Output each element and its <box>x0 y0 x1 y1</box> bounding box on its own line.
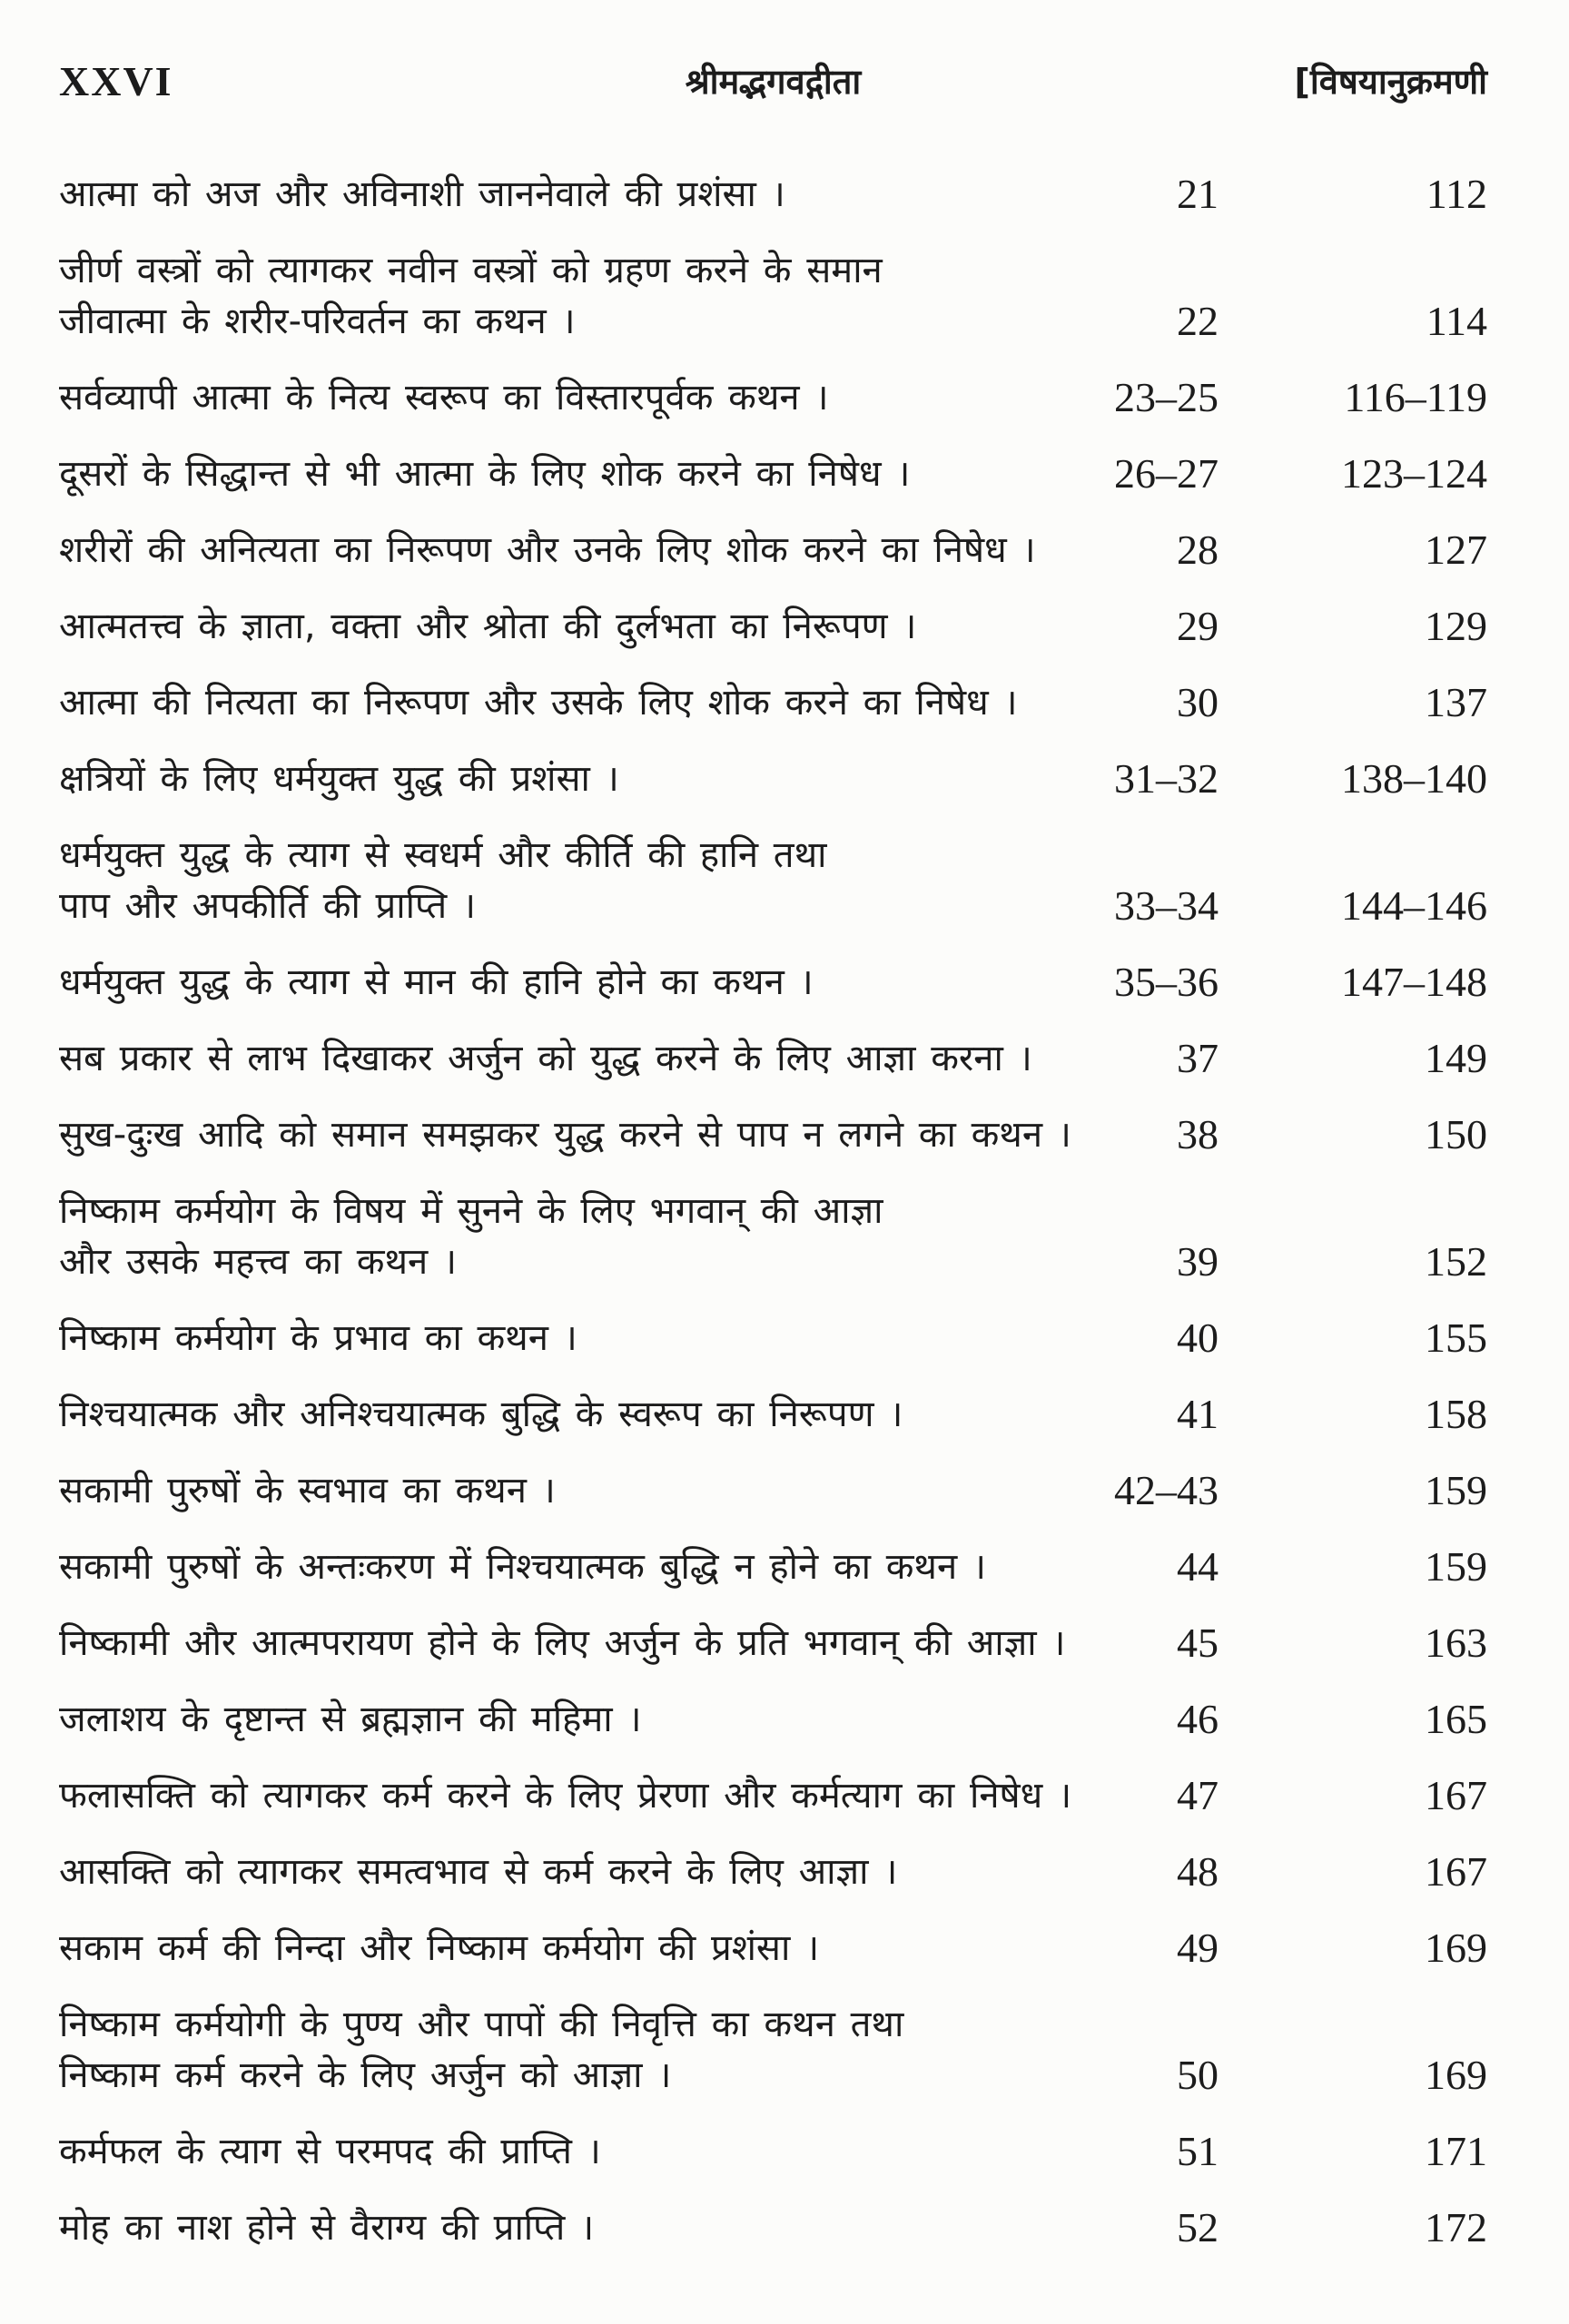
verse-number: 50 <box>1177 2052 1219 2098</box>
entry-title <box>59 1465 1100 1516</box>
index-entry <box>59 944 1487 1020</box>
entry-title-line: और उसके महत्त्व का कथन । <box>59 1241 458 1283</box>
entry-title-line: आत्मा की नित्यता का निरूपण और उसके लिए शोक करने का निषेध । <box>59 682 1018 724</box>
entry-title-line: जीवात्मा के शरीर-परिवर्तन का कथन । <box>59 300 576 342</box>
roman-page-number: XXVI <box>59 58 173 104</box>
index-entry <box>59 512 1487 588</box>
entry-title-line: जलाशय के दृष्टान्त से ब्रह्मज्ञान की महिमा । <box>59 1699 642 1740</box>
verse-number: 47 <box>1177 1772 1219 1818</box>
page-number: 137 <box>1425 679 1487 725</box>
page-number: 150 <box>1425 1111 1487 1157</box>
verse-number: 39 <box>1177 1238 1219 1285</box>
index-entry <box>59 665 1487 741</box>
entry-title-line: क्षत्रियों के लिए धर्मयुक्त युद्ध की प्रशंसा । <box>59 758 619 800</box>
verse-number: 21 <box>1177 171 1219 217</box>
entry-title-line: शरीरों की अनित्यता का निरूपण और उनके लिए शोक करने का निषेध । <box>59 529 1036 571</box>
entry-title-line: निष्कामी और आत्मपरायण होने के लिए अर्जुन के प्रति भगवान् की आज्ञा । <box>59 1622 1066 1664</box>
entry-title-line: निश्चयात्मक और अनिश्चयात्मक बुद्धि के स्वरूप का निरूपण । <box>59 1393 903 1435</box>
page-number: 152 <box>1425 1238 1487 1285</box>
verse-number: 26–27 <box>1114 450 1219 497</box>
verse-number: 28 <box>1177 527 1219 573</box>
entry-title <box>59 677 1100 728</box>
index-entry <box>59 1529 1487 1605</box>
verse-number: 52 <box>1177 2204 1219 2250</box>
entry-title <box>59 957 1100 1008</box>
entry-title <box>59 245 1100 347</box>
index-entry <box>59 232 1487 359</box>
verse-number: 40 <box>1177 1315 1219 1361</box>
index-entry <box>59 1681 1487 1758</box>
verse-number: 37 <box>1177 1035 1219 1081</box>
verse-number: 46 <box>1177 1696 1219 1742</box>
entry-title-line: सब प्रकार से लाभ दिखाकर अर्जुन को युद्ध करने के लिए आज्ञा करना । <box>59 1038 1032 1079</box>
index-entry <box>59 1020 1487 1097</box>
page-number: 163 <box>1425 1620 1487 1666</box>
entry-title <box>59 169 1100 220</box>
index-table <box>59 156 1487 2266</box>
entry-title <box>59 525 1100 576</box>
index-entry <box>59 1376 1487 1452</box>
entry-title <box>59 1541 1100 1592</box>
entry-title-line: आत्मा को अज और अविनाशी जाननेवाले की प्रशंसा । <box>59 173 785 215</box>
index-entry <box>59 1834 1487 1910</box>
entry-title <box>59 2126 1100 2177</box>
verse-number: 42–43 <box>1114 1467 1219 1513</box>
entry-title-line: फलासक्ति को त्यागकर कर्म करने के लिए प्रेरणा और कर्मत्याग का निषेध । <box>59 1775 1072 1817</box>
page-number: 127 <box>1425 527 1487 573</box>
page-number: 144–146 <box>1341 882 1487 929</box>
page-number: 155 <box>1425 1315 1487 1361</box>
entry-title <box>59 1389 1100 1440</box>
index-entry <box>59 817 1487 944</box>
entry-title <box>59 1923 1100 1974</box>
entry-title-line: कर्मफल के त्याग से परमपद की प्राप्ति । <box>59 2131 601 2172</box>
entry-title <box>59 1694 1100 1745</box>
index-entry <box>59 1173 1487 1300</box>
entry-title-line: सुख-दुःख आदि को समान समझकर युद्ध करने से पाप न लगने का कथन । <box>59 1114 1071 1156</box>
index-entry <box>59 741 1487 817</box>
page-header <box>59 56 1487 107</box>
entry-title <box>59 448 1100 499</box>
verse-number: 31–32 <box>1114 755 1219 802</box>
entry-title-line: निष्काम कर्मयोग के प्रभाव का कथन । <box>59 1317 577 1359</box>
index-entry <box>59 1097 1487 1173</box>
entry-title <box>59 372 1100 423</box>
entry-title-line: धर्मयुक्त युद्ध के त्याग से स्वधर्म और कीर्ति की हानि तथा <box>59 834 827 876</box>
entry-title-line: निष्काम कर्म करने के लिए अर्जुन को आज्ञा । <box>59 2054 672 2096</box>
page-number: 112 <box>1426 171 1487 217</box>
entry-title-line: धर्मयुक्त युद्ध के त्याग से मान की हानि होने का कथन । <box>59 961 814 1003</box>
entry-title-line: सकामी पुरुषों के स्वभाव का कथन । <box>59 1470 556 1512</box>
entry-title <box>59 1846 1100 1897</box>
index-entry <box>59 359 1487 436</box>
page-number: 159 <box>1425 1467 1487 1513</box>
verse-number: 45 <box>1177 1620 1219 1666</box>
entry-title-line: सर्वव्यापी आत्मा के नित्य स्वरूप का विस्तारपूर्वक कथन । <box>59 377 829 419</box>
section-title: [विषयानुक्रमणी <box>1294 62 1487 102</box>
verse-number: 49 <box>1177 1925 1219 1971</box>
verse-number: 41 <box>1177 1391 1219 1437</box>
verse-number: 51 <box>1177 2128 1219 2174</box>
verse-number: 44 <box>1177 1543 1219 1590</box>
page-number: 123–124 <box>1341 450 1487 497</box>
entry-title-line: निष्काम कर्मयोगी के पुण्य और पापों की निवृत्ति का कथन तथा <box>59 2004 904 2045</box>
entry-title <box>59 1999 1100 2101</box>
running-book-title: श्रीमद्भगवद्गीता <box>685 62 862 102</box>
verse-number: 22 <box>1177 298 1219 344</box>
entry-title-line: आत्मतत्त्व के ज्ञाता, वक्ता और श्रोता की दुर्लभता का निरूपण । <box>59 606 917 647</box>
index-entry <box>59 2113 1487 2190</box>
page-number: 169 <box>1425 1925 1487 1971</box>
entry-title <box>59 2202 1100 2253</box>
page-number: 165 <box>1425 1696 1487 1742</box>
entry-title-line: जीर्ण वस्त्रों को त्यागकर नवीन वस्त्रों को ग्रहण करने के समान <box>59 250 883 291</box>
index-entry <box>59 156 1487 232</box>
page-number: 138–140 <box>1341 755 1487 802</box>
entry-title <box>59 601 1100 652</box>
entry-title-line: मोह का नाश होने से वैराग्य की प्राप्ति । <box>59 2207 595 2249</box>
page-number: 171 <box>1425 2128 1487 2174</box>
page-number: 147–148 <box>1341 959 1487 1005</box>
index-entry <box>59 1758 1487 1834</box>
page-number: 159 <box>1425 1543 1487 1590</box>
entry-title-line: दूसरों के सिद्धान्त से भी आत्मा के लिए शोक करने का निषेध । <box>59 453 911 495</box>
index-entry <box>59 1300 1487 1376</box>
page-number: 167 <box>1425 1848 1487 1895</box>
page-number: 167 <box>1425 1772 1487 1818</box>
index-entry <box>59 1452 1487 1529</box>
entry-title <box>59 1618 1100 1669</box>
entry-title-line: निष्काम कर्मयोग के विषय में सुनने के लिए भगवान् की आज्ञा <box>59 1190 883 1232</box>
entry-title <box>59 1033 1100 1084</box>
entry-title <box>59 1313 1100 1364</box>
entry-title <box>59 830 1100 931</box>
entry-title-line: आसक्ति को त्यागकर समत्वभाव से कर्म करने के लिए आज्ञा । <box>59 1851 898 1893</box>
entry-title-line: सकामी पुरुषों के अन्तःकरण में निश्चयात्मक बुद्धि न होने का कथन । <box>59 1546 987 1588</box>
page-number: 116–119 <box>1344 374 1487 420</box>
entry-title <box>59 1186 1100 1287</box>
page-number: 169 <box>1425 2052 1487 2098</box>
verse-number: 35–36 <box>1114 959 1219 1005</box>
index-entry <box>59 436 1487 512</box>
verse-number: 23–25 <box>1114 374 1219 420</box>
verse-number: 29 <box>1177 603 1219 649</box>
index-entry <box>59 1986 1487 2113</box>
verse-number: 48 <box>1177 1848 1219 1895</box>
page-number: 129 <box>1425 603 1487 649</box>
index-entry <box>59 588 1487 665</box>
verse-number: 33–34 <box>1114 882 1219 929</box>
entry-title-line: पाप और अपकीर्ति की प्राप्ति । <box>59 885 477 927</box>
page-number: 114 <box>1426 298 1487 344</box>
page-number: 149 <box>1425 1035 1487 1081</box>
entry-title-line: सकाम कर्म की निन्दा और निष्काम कर्मयोग की प्रशंसा । <box>59 1927 820 1969</box>
entry-title <box>59 753 1100 804</box>
entry-title <box>59 1109 1100 1160</box>
index-entry <box>59 1605 1487 1681</box>
index-entry <box>59 1910 1487 1986</box>
page-number: 158 <box>1425 1391 1487 1437</box>
page-number: 172 <box>1425 2204 1487 2250</box>
verse-number: 38 <box>1177 1111 1219 1157</box>
entry-title <box>59 1770 1100 1821</box>
verse-number: 30 <box>1177 679 1219 725</box>
index-entry <box>59 2190 1487 2266</box>
